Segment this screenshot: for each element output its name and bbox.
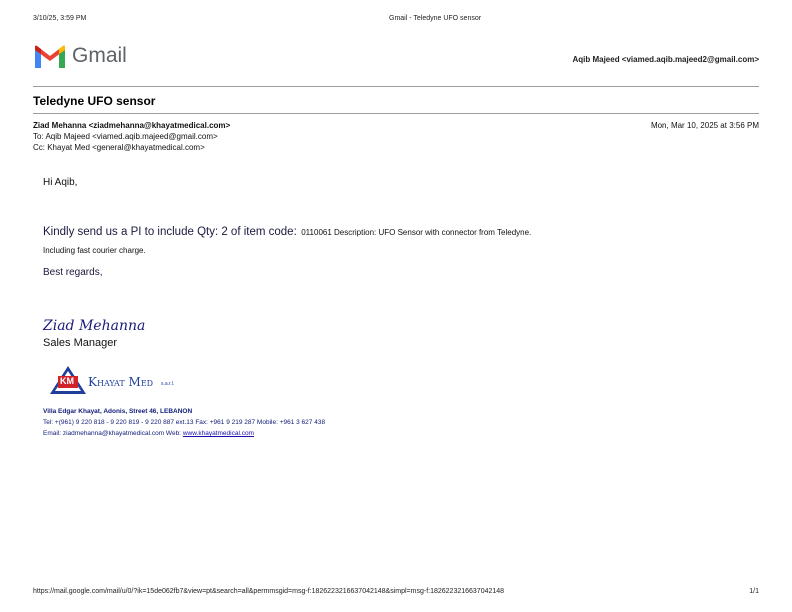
email-request bbox=[43, 222, 531, 240]
request-rest: 0110061 Description: UFO Sensor with connector from Teledyne. bbox=[301, 228, 532, 237]
email-note: Including fast courier charge. bbox=[43, 246, 146, 255]
account-info: Aqib Majeed <viamed.aqib.majeed2@gmail.com> bbox=[572, 55, 759, 64]
signature-phones: Tel: +(961) 9 220 818 - 9 220 819 - 9 220 887 ext.13 Fax: +961 9 219 287 Mobile: +961 3 627 438 bbox=[43, 419, 326, 426]
signature-name: Ziad Mehanna bbox=[43, 318, 146, 334]
email-cc: Cc: Khayat Med <general@khayatmedical.com> bbox=[33, 143, 205, 152]
email-subject: Teledyne UFO sensor bbox=[33, 94, 156, 108]
request-lead: Kindly send us a PI to include Qty: 2 of item code: bbox=[43, 226, 297, 238]
email-from: Ziad Mehanna <ziadmehanna@khayatmedical.com> bbox=[33, 121, 231, 130]
print-doc-title: Gmail - Teledyne UFO sensor bbox=[389, 15, 482, 22]
gmail-wordmark: Gmail bbox=[72, 44, 127, 67]
email-greeting: Hi Aqib, bbox=[43, 177, 78, 188]
print-page-number: 1/1 bbox=[749, 588, 759, 595]
gmail-logo-icon bbox=[32, 44, 68, 70]
website-link[interactable]: www.khayatmedical.com bbox=[182, 430, 254, 437]
logo-initials: KM bbox=[60, 376, 74, 386]
divider bbox=[33, 113, 759, 114]
signature-email: Email: ziadmehanna@khayatmedical.com Web: bbox=[43, 430, 181, 437]
divider bbox=[33, 86, 759, 87]
print-datetime: 3/10/25, 3:59 PM bbox=[33, 15, 87, 22]
logo-text: Khayat Med bbox=[88, 375, 154, 389]
email-to: To: Aqib Majeed <viamed.aqib.majeed@gmail.com> bbox=[33, 132, 218, 141]
print-url: https://mail.google.com/mail/u/0/?ik=15de062fb7&view=pt&search=all&permmsgid=msg-f:1826223216637042148&simpl=msg-f:1826223216637042148 bbox=[33, 588, 505, 595]
signature-email-web bbox=[43, 430, 254, 437]
logo-suffix: s.a.r.l. bbox=[161, 381, 175, 387]
email-date: Mon, Mar 10, 2025 at 3:56 PM bbox=[650, 121, 759, 130]
signature-address: Villa Edgar Khayat, Adonis, Street 46, LEBANON bbox=[43, 408, 193, 415]
email-closing: Best regards, bbox=[43, 267, 103, 278]
company-logo bbox=[48, 364, 188, 396]
signature-title: Sales Manager bbox=[43, 337, 117, 349]
